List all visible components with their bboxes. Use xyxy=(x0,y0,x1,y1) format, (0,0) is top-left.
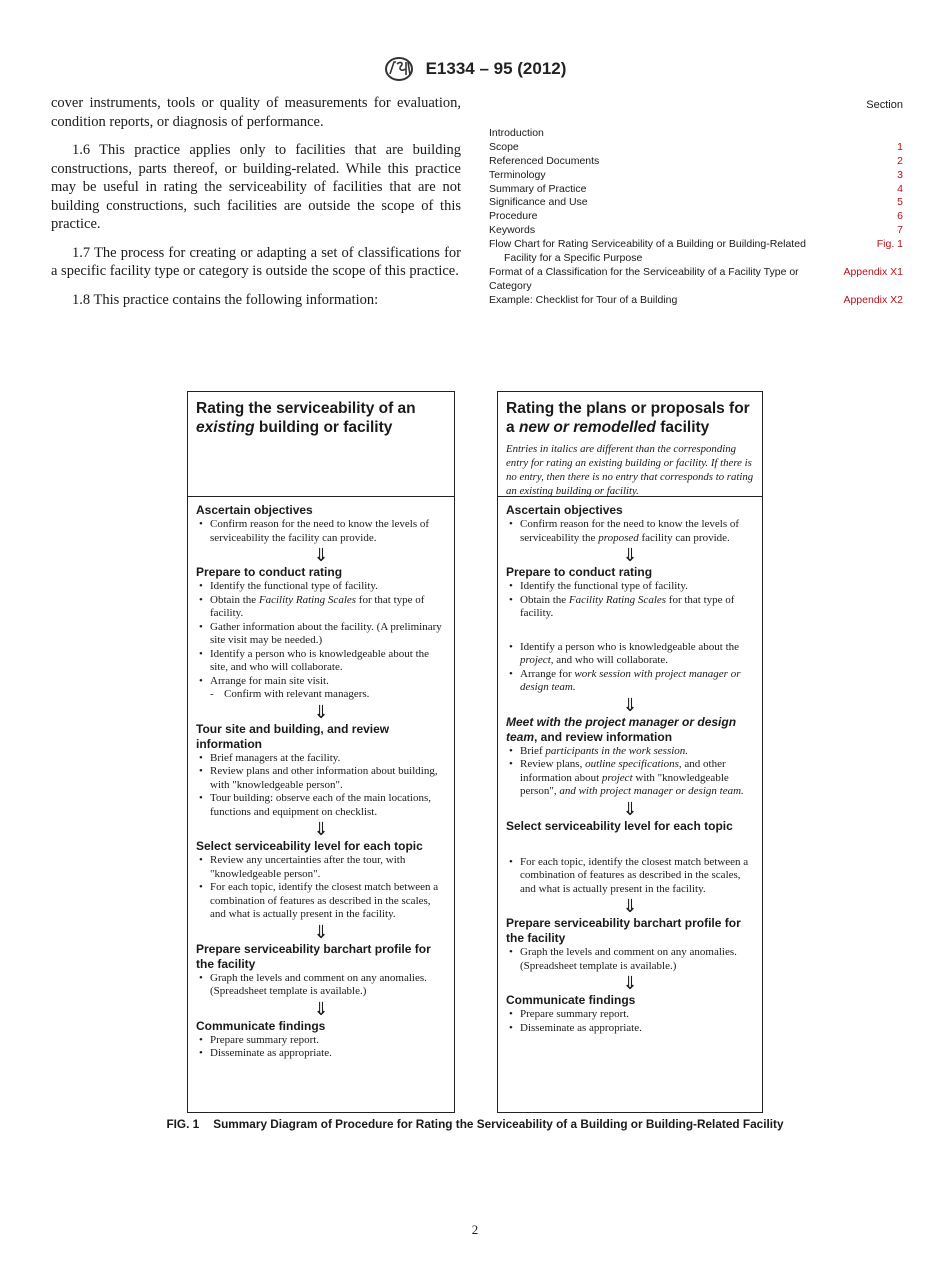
toc-row: Introduction xyxy=(489,126,544,139)
existing-flowchart-steps xyxy=(188,497,454,1061)
paragraph-1-8: 1.8 This practice contains the following information: xyxy=(72,291,379,308)
contents-table xyxy=(489,99,903,308)
step-communicate-findings: Communicate findings xyxy=(196,1018,326,1033)
toc-link[interactable]: 6 xyxy=(897,210,903,223)
down-arrow-icon: ⇓ xyxy=(313,545,329,565)
new-flowchart-steps xyxy=(498,497,762,1035)
existing-building-flowchart xyxy=(187,391,455,1113)
step-bullets: • Identify a person who is knowledgeable about the project, and who will collaborate. • Arrange for work session with project manager or design team. xyxy=(506,641,754,695)
toc-link[interactable]: 2 xyxy=(897,154,903,167)
step-bullets: • Identify the functional type of facility. • Obtain the Facility Rating Scales for that type of facility. • Gather information about the facility. (A preliminary site visit may be needed.) • Identify a person who is knowledgeable about the site, and who will collaborate. • Arrange for main site visit. - Confirm with relevant managers. xyxy=(196,580,446,702)
step-bullets: • Confirm reason for the need to know the levels of serviceability the proposed facility can provide. xyxy=(506,518,754,545)
toc-row: Facility for a Specific Purpose xyxy=(504,252,643,265)
existing-flowchart-header xyxy=(188,392,454,497)
step-barchart-profile: Prepare serviceability barchart profile for the facility xyxy=(506,916,741,945)
figure-caption xyxy=(0,1117,950,1131)
toc-row: Summary of Practice 4 xyxy=(489,182,903,195)
toc-row: Terminology 3 xyxy=(489,168,903,181)
existing-flowchart-title: Rating the serviceability of an existing building or facility xyxy=(196,400,416,436)
toc-link[interactable]: 5 xyxy=(897,196,903,209)
new-facility-flowchart xyxy=(497,391,763,1113)
new-flowchart-title: Rating the plans or proposals for a new or remodelled facility xyxy=(506,400,750,436)
left-text-column xyxy=(51,94,461,319)
step-ascertain-objectives: Ascertain objectives xyxy=(506,503,623,517)
toc-link[interactable]: 3 xyxy=(897,168,903,181)
down-arrow-icon: ⇓ xyxy=(622,798,638,819)
toc-link[interactable]: Appendix X2 xyxy=(843,293,903,306)
paragraph-1-7: 1.7 The process for creating or adapting a set of classifications for a specific facility type or category is outside the scope of this practice. xyxy=(51,244,461,279)
toc-link[interactable]: Fig. 1 xyxy=(876,238,903,251)
step-bullets: • Prepare summary report. • Disseminate as appropriate. xyxy=(196,1034,446,1061)
down-arrow-icon: ⇓ xyxy=(313,998,329,1019)
toc-link[interactable]: 7 xyxy=(897,224,903,237)
down-arrow-icon: ⇓ xyxy=(622,973,638,993)
step-select-level: Select serviceability level for each topic xyxy=(506,818,733,833)
down-arrow-icon: ⇓ xyxy=(313,921,329,942)
figure-caption-text: Summary Diagram of Procedure for Rating the Serviceability of a Building or Building-Related Facility xyxy=(213,1117,784,1131)
step-prepare-rating: Prepare to conduct rating xyxy=(506,565,653,579)
step-select-level: Select serviceability level for each topic xyxy=(196,839,423,853)
new-flowchart-header xyxy=(498,392,762,497)
step-bullets: • Graph the levels and comment on any anomalies. (Spreadsheet template is available.) xyxy=(506,946,754,973)
step-bullets: • For each topic, identify the closest match between a combination of features as described in the scales, and what is actually present in the facility. xyxy=(506,856,754,897)
toc-row: Format of a Classification for the Serviceability of a Facility Type or Category Appendix X1 xyxy=(489,265,903,292)
step-bullets: • Identify the functional type of facility. • Obtain the Facility Rating Scales for that type of facility. xyxy=(506,580,754,621)
toc-row: Keywords 7 xyxy=(489,224,903,237)
step-bullets: • Confirm reason for the need to know the levels of serviceability the facility can provide. xyxy=(196,518,446,545)
step-bullets: • Graph the levels and comment on any anomalies. (Spreadsheet template is available.) xyxy=(196,972,446,999)
paragraph-1-6: 1.6 This practice applies only to facilities that are building constructions, parts thereof, or building-related. While this practice may be useful in rating the serviceability of facilities that are not building constructions, such facilities are outside the scope of this practice. xyxy=(51,142,461,232)
toc-link[interactable]: 4 xyxy=(897,182,903,195)
astm-logo-icon xyxy=(384,56,414,82)
toc-link[interactable]: Appendix X1 xyxy=(843,265,903,278)
italics-note: Entries in italics are different than the corresponding entry for rating an existing building or facility. If there is no entry, then there is no entry that corresponds to rating an existing building or facility. xyxy=(506,443,754,497)
toc-row: Example: Checklist for Tour of a Building Appendix X2 xyxy=(489,293,903,306)
down-arrow-icon: ⇓ xyxy=(622,896,638,916)
step-meet-project-manager: Meet with the project manager or design team, and review information xyxy=(506,714,737,744)
step-tour-site: Tour site and building, and review information xyxy=(196,721,390,751)
step-barchart-profile: Prepare serviceability barchart profile for the facility xyxy=(196,941,431,971)
step-bullets: • Review any uncertainties after the tour, with "knowledgeable person". • For each topic, identify the closest match between a combination of features as described in the scales, and what is actually present in the facility. xyxy=(196,854,446,922)
contents-header: Section xyxy=(866,99,903,111)
toc-row: Scope 1 xyxy=(489,140,903,153)
step-bullets: • Prepare summary report. • Disseminate as appropriate. xyxy=(506,1008,754,1035)
page-number: 2 xyxy=(471,1222,479,1237)
toc-row: Flow Chart for Rating Serviceability of a Building or Building-Related Fig. 1 xyxy=(489,238,903,251)
toc-row: Referenced Documents 2 xyxy=(489,154,903,167)
toc-link[interactable]: 1 xyxy=(897,140,903,153)
figure-label: FIG. 1 xyxy=(166,1117,200,1131)
step-bullets: • Brief managers at the facility. • Review plans and other information about building, with "knowledgeable person". • Tour building: observe each of the main locations, functions and equipment on checklist. xyxy=(196,752,446,820)
down-arrow-icon: ⇓ xyxy=(313,819,329,839)
down-arrow-icon: ⇓ xyxy=(622,694,638,715)
page-header xyxy=(0,56,950,82)
down-arrow-icon: ⇓ xyxy=(313,701,329,722)
step-communicate-findings: Communicate findings xyxy=(506,993,636,1007)
down-arrow-icon: ⇓ xyxy=(622,545,638,565)
step-bullets: • Brief participants in the work session. • Review plans, outline specifications, and other information about project with "knowledgeable person", and with project manager or design team. xyxy=(506,745,754,799)
paragraph-continuation: cover instruments, tools or quality of measurements for evaluation, condition reports, or diagnosis of performance. xyxy=(51,95,461,130)
document-title: E1334 – 95 (2012) xyxy=(425,59,567,78)
toc-row: Procedure 6 xyxy=(489,210,903,223)
step-ascertain-objectives: Ascertain objectives xyxy=(196,503,313,517)
toc-row: Significance and Use 5 xyxy=(489,196,903,209)
step-prepare-rating: Prepare to conduct rating xyxy=(196,565,343,579)
